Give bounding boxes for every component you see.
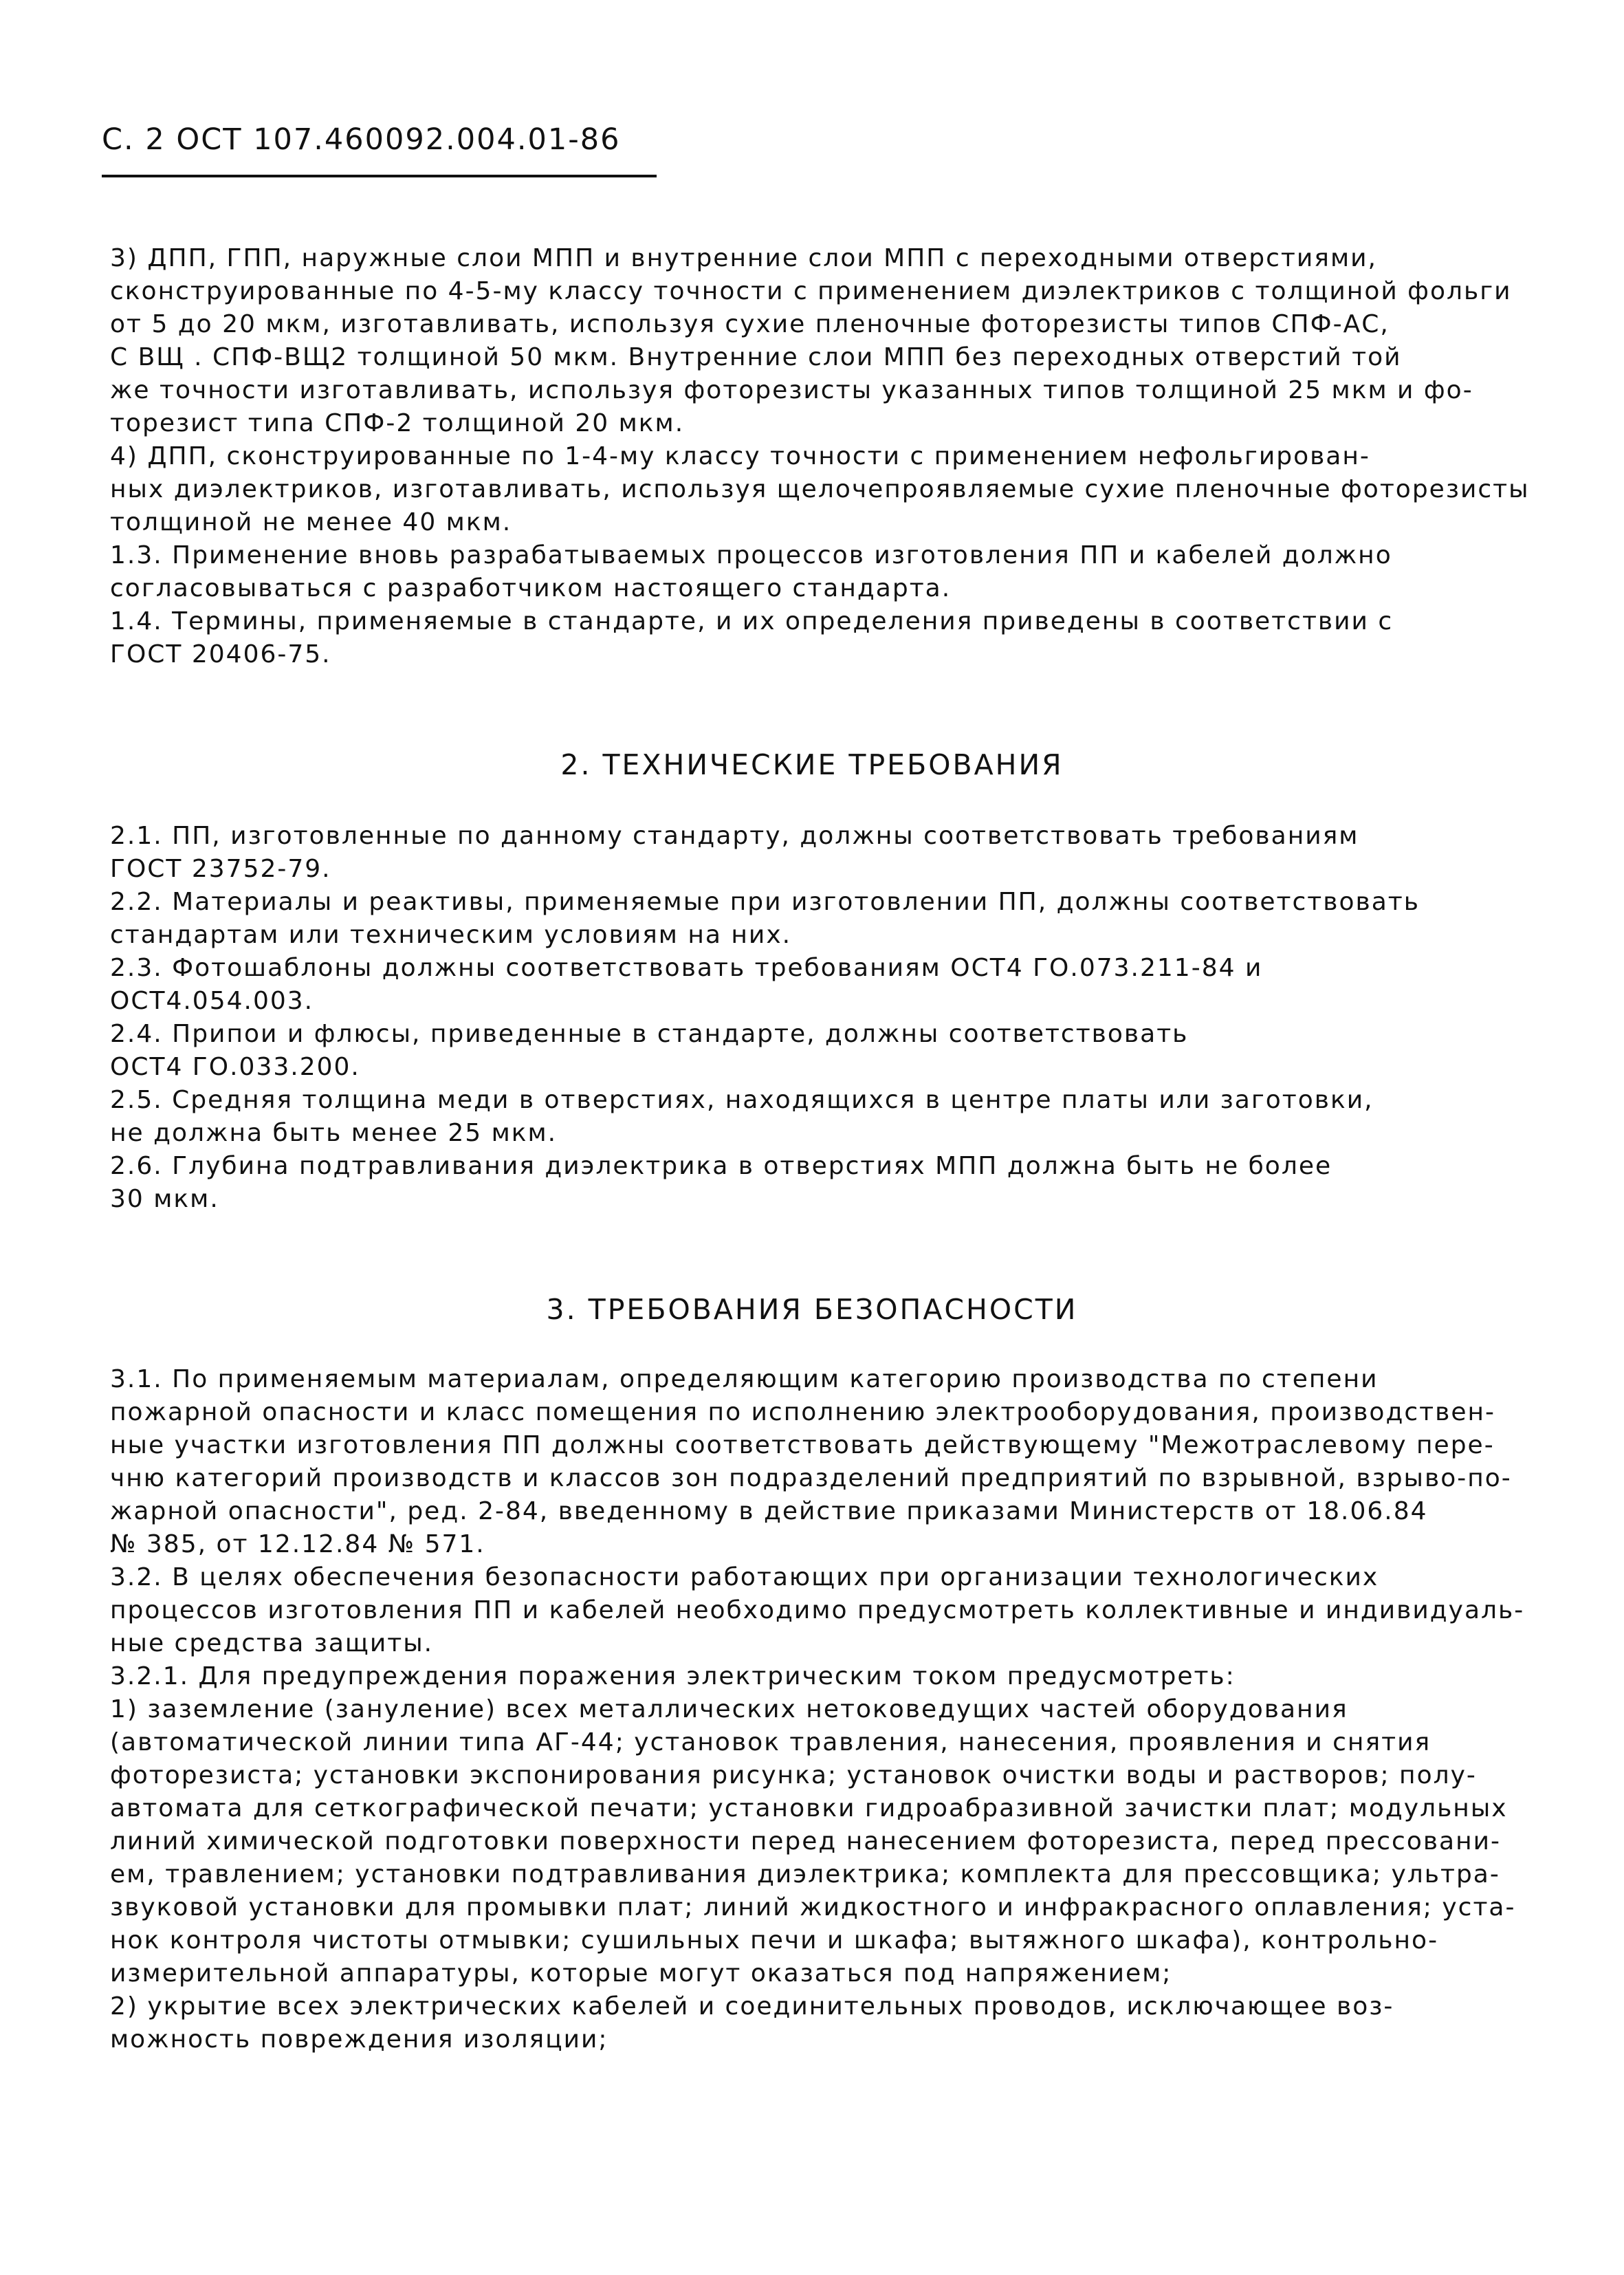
text-line: 3) ДПП, ГПП, наружные слои МПП и внутренние слои МПП с переходными отверстиями, [110,244,1377,272]
text-line: фоторезиста; установки экспонирования рисунка; установок очистки воды и растворов; полу- [110,1761,1477,1789]
text-line: чню категорий производств и классов зон подразделений предприятий по взрывной, взрыво-по- [110,1464,1512,1492]
text-line: ОСТ4 ГО.033.200. [110,1053,360,1081]
text-line: звуковой установки для промывки плат; линий жидкостного и инфракрасного оплавления; уста- [110,1893,1516,1922]
text-line: 1) заземление (зануление) всех металлических нетоковедущих частей оборудования [110,1695,1348,1723]
text-line: линий химической подготовки поверхности перед нанесением фоторезиста, перед прессовани- [110,1827,1502,1855]
text-line: ных диэлектриков, изготавливать, используя щелочепроявляемые сухие пленочные фоторезисты [110,475,1530,503]
text-line: измерительной аппаратуры, которые могут оказаться под напряжением; [110,1959,1172,1988]
text-line: 2.4. Припои и флюсы, приведенные в стандарте, должны соответствовать [110,1020,1189,1048]
text-line: 30 мкм. [110,1185,219,1213]
text-line: торезист типа СПФ-2 толщиной 20 мкм. [110,409,685,437]
section-2-body [110,820,1540,1216]
text-line: 1.3. Применение вновь разрабатываемых процессов изготовления ПП и кабелей должно [110,541,1392,569]
text-line: сконструированные по 4-5-му классу точности с применением диэлектриков с толщиной фольги [110,277,1512,305]
text-line: 2) укрытие всех электрических кабелей и соединительных проводов, исключающее воз- [110,1992,1394,2021]
text-line: 3.2. В целях обеспечения безопасности работающих при организации технологических [110,1563,1379,1591]
text-line: 2.3. Фотошаблоны должны соответствовать требованиям ОСТ4 ГО.073.211-84 и [110,954,1263,982]
text-line: стандартам или техническим условиям на них. [110,921,792,949]
text-line: ем, травлением; установки подтравливания диэлектрика; комплекта для прессовщика; ультра- [110,1860,1500,1888]
text-line: 1.4. Термины, применяемые в стандарте, и их определения приведены в соответствии с [110,607,1394,635]
text-line: ОСТ4.054.003. [110,987,314,1015]
text-line: 3.2.1. Для предупреждения поражения электрическим током предусмотреть: [110,1662,1236,1690]
text-line: 2.5. Средняя толщина меди в отверстиях, находящихся в центре платы или заготовки, [110,1086,1374,1114]
text-line: согласовываться с разработчиком настоящего стандарта. [110,574,952,602]
text-line: же точности изготавливать, используя фоторезисты указанных типов толщиной 25 мкм и фо- [110,376,1473,404]
section-3-heading: 3. ТРЕБОВАНИЯ БЕЗОПАСНОСТИ [546,1293,1078,1326]
text-line: пожарной опасности и класс помещения по исполнению электрооборудования, производствен- [110,1398,1495,1426]
text-line: толщиной не менее 40 мкм. [110,508,512,536]
text-line: не должна быть менее 25 мкм. [110,1119,558,1147]
text-line: можность повреждения изоляции; [110,2025,608,2054]
text-line: нок контроля чистоты отмывки; сушильных печи и шкафа; вытяжного шкафа), контрольно- [110,1926,1439,1955]
header-underline [102,175,657,177]
text-line: жарной опасности", ред. 2-84, введенному в действие приказами Министерств от 18.06.84 [110,1497,1428,1525]
text-line: № 385, от 12.12.84 № 571. [110,1530,485,1558]
text-line: от 5 до 20 мкм, изготавливать, используя сухие пленочные фоторезисты типов СПФ-АС, [110,310,1390,338]
text-line: автомата для сеткографической печати; установки гидроабразивной зачистки плат; модульных [110,1794,1508,1822]
text-line: ГОСТ 20406-75. [110,640,331,668]
text-line: процессов изготовления ПП и кабелей необходимо предусмотреть коллективные и индивидуаль- [110,1596,1525,1624]
text-line: С ВЩ . СПФ-ВЩ2 толщиной 50 мкм. Внутренние слои МПП без переходных отверстий той [110,343,1402,371]
text-line: ные средства защиты. [110,1629,434,1657]
page-header: С. 2 ОСТ 107.460092.004.01-86 [102,122,621,157]
section-2-heading: 2. ТЕХНИЧЕСКИЕ ТРЕБОВАНИЯ [560,748,1064,781]
text-line: ГОСТ 23752-79. [110,855,331,883]
text-line: (автоматической линии типа АГ-44; установок травления, нанесения, проявления и снятия [110,1728,1431,1756]
section-3-body [110,1363,1540,2056]
intro-paragraphs [110,242,1540,671]
text-line: 4) ДПП, сконструированные по 1-4-му классу точности с применением нефольгирован- [110,442,1370,470]
text-line: ные участки изготовления ПП должны соответствовать действующему "Межотраслевому пере- [110,1431,1495,1459]
text-line: 3.1. По применяемым материалам, определяющим категорию производства по степени [110,1365,1379,1393]
text-line: 2.2. Материалы и реактивы, применяемые при изготовлении ПП, должны соответствовать [110,888,1420,916]
text-line: 2.1. ПП, изготовленные по данному стандарту, должны соответствовать требованиям [110,822,1359,850]
text-line: 2.6. Глубина подтравливания диэлектрика в отверстиях МПП должна быть не более [110,1152,1332,1180]
